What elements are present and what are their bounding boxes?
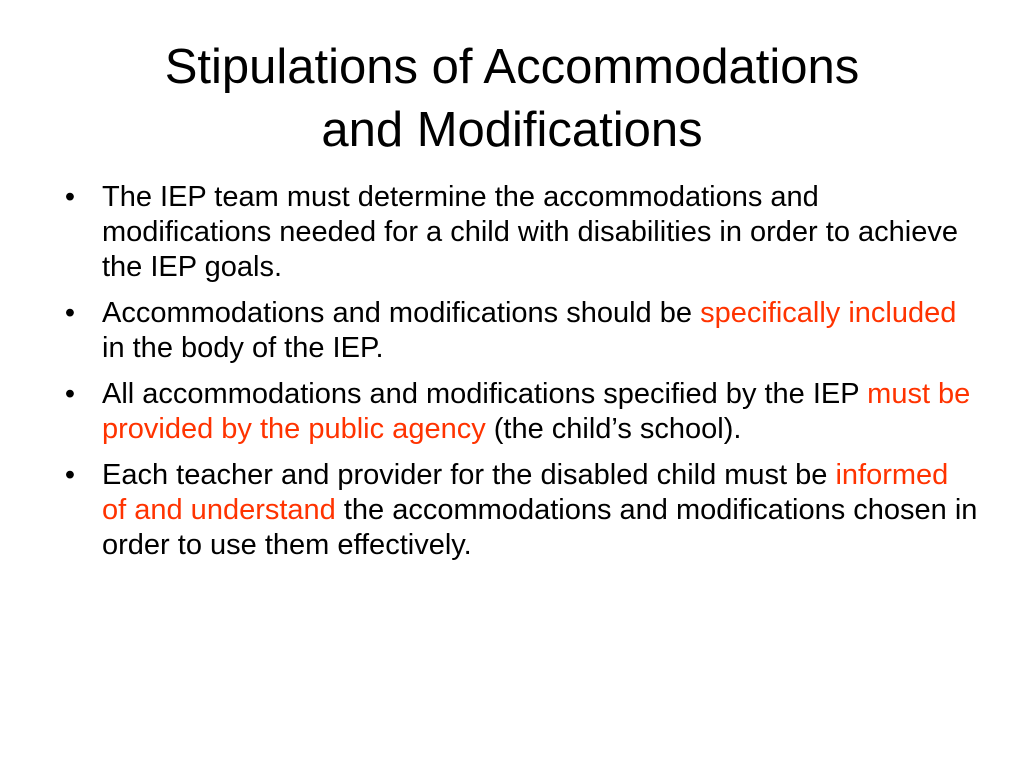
slide-title <box>60 36 964 162</box>
bullet-icon: • <box>64 459 76 491</box>
bullet-item-2 <box>60 296 980 366</box>
bullet-3-text-before: All accommodations and modifications specified by the IEP <box>102 378 868 410</box>
title-line-2: and Modifications <box>321 103 703 157</box>
bullet-4-text-before: Each teacher and provider for the disabled child must be <box>102 459 836 491</box>
bullet-2-highlight: specifically included <box>700 297 957 329</box>
bullet-icon: • <box>64 297 76 329</box>
bullet-1-text: The IEP team must determine the accommodations and modifications needed for a child with disabilities in order to achieve the IEP goals. <box>102 181 958 283</box>
bullet-2-text-before: Accommodations and modifications should be <box>102 297 701 329</box>
bullet-4-text-after: the accommodations and modifications chosen in order to use them effectively. <box>102 494 978 561</box>
bullet-item-1 <box>60 180 980 285</box>
bullet-4-highlight: informed of and understand <box>102 459 949 526</box>
bullet-icon: • <box>64 378 76 410</box>
title-line-1: Stipulations of Accommodations <box>164 40 860 94</box>
bullet-3-highlight: must be provided by the public agency <box>102 378 971 445</box>
bullet-list <box>60 180 980 574</box>
bullet-2-text-after: in the body of the IEP. <box>102 332 384 364</box>
bullet-3-text-after: (the child’s school). <box>485 413 742 445</box>
bullet-icon: • <box>64 181 76 213</box>
bullet-item-4 <box>60 458 980 563</box>
bullet-item-3 <box>60 377 980 447</box>
